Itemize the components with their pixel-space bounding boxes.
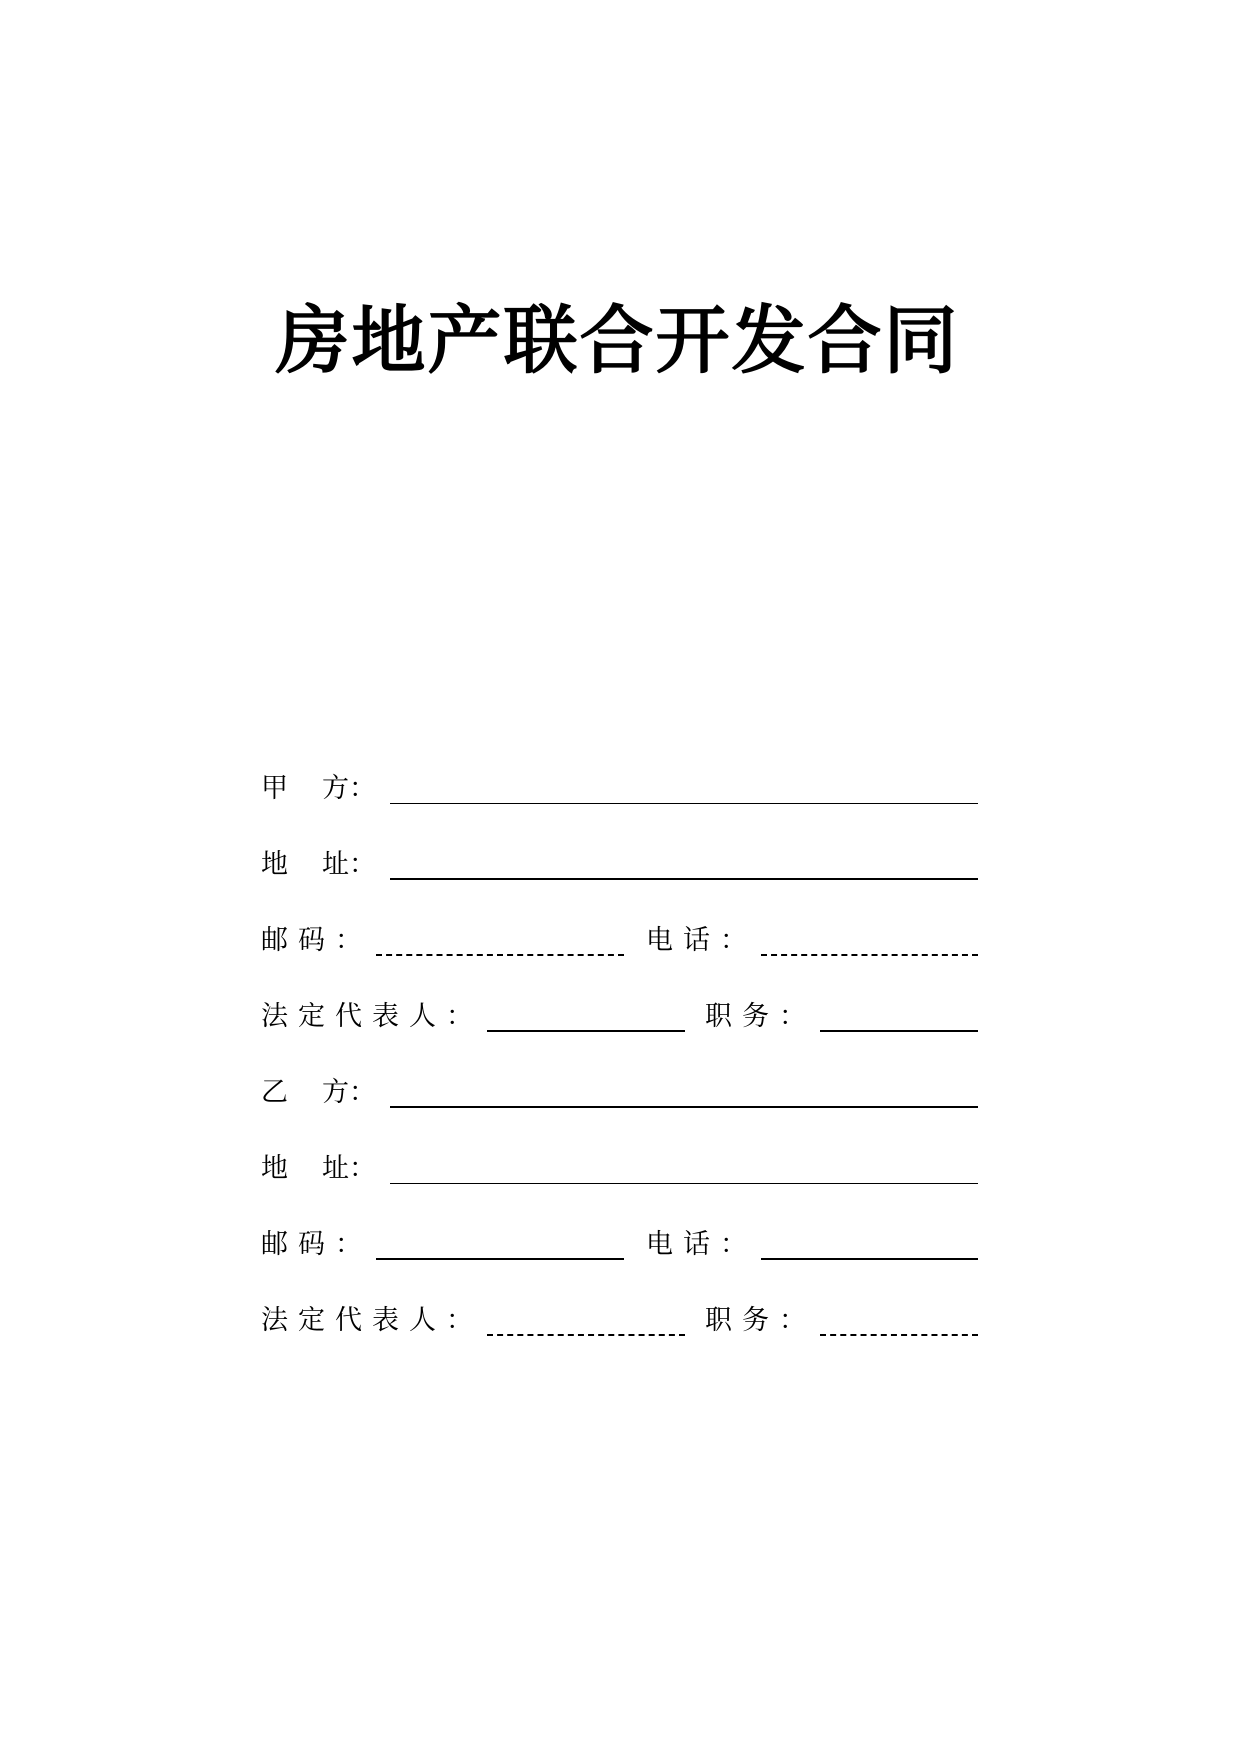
party-info-form — [261, 730, 978, 1338]
party-b-position-label: 职务 — [705, 1305, 779, 1336]
party-a-legal-rep-label: 法定代表人 — [261, 1001, 446, 1032]
party-a-name-field[interactable] — [390, 769, 978, 804]
address-label-char-2: 址 — [322, 1153, 349, 1184]
party-b-legal-rep-field[interactable] — [487, 1300, 685, 1336]
party-a-position-label: 职务 — [705, 1001, 779, 1032]
party-b-phone-label: 电话 — [646, 1229, 720, 1260]
address-label-char-2: 址 — [322, 849, 349, 880]
party-b-postal-phone-row — [261, 1186, 978, 1262]
party-a-postal-label: 邮码 — [261, 925, 335, 956]
party-a-legal-rep-field[interactable] — [487, 996, 685, 1032]
colon: ： — [349, 773, 376, 804]
colon: ： — [335, 925, 362, 956]
party-a-postal-field[interactable] — [376, 920, 624, 956]
party-a-postal-phone-row — [261, 882, 978, 958]
party-b-position-field[interactable] — [820, 1300, 978, 1336]
party-a-phone-field[interactable] — [761, 920, 978, 956]
party-a-position-field[interactable] — [820, 996, 978, 1032]
document-title: 房地产联合开发合同 — [275, 298, 960, 384]
party-b-label-char-1: 乙 — [261, 1077, 288, 1108]
party-b-legal-rep-label: 法定代表人 — [261, 1305, 446, 1336]
party-b-phone-field[interactable] — [761, 1224, 978, 1260]
party-b-postal-label: 邮码 — [261, 1229, 335, 1260]
colon: ： — [349, 1153, 376, 1184]
party-b-address-field[interactable] — [390, 1149, 978, 1184]
party-b-name-field[interactable] — [390, 1072, 978, 1108]
colon: ： — [720, 1229, 747, 1260]
party-a-address-label — [261, 848, 349, 882]
colon: ： — [446, 1305, 473, 1336]
party-a-name-label — [261, 772, 349, 806]
party-b-name-label — [261, 1076, 349, 1110]
party-a-name-row — [261, 730, 978, 806]
party-b-postal-field[interactable] — [376, 1224, 624, 1260]
party-a-phone-label: 电话 — [646, 925, 720, 956]
colon: ： — [446, 1001, 473, 1032]
colon: ： — [779, 1305, 806, 1336]
colon: ： — [720, 925, 747, 956]
party-b-legal-rep-row — [261, 1262, 978, 1338]
party-a-address-field[interactable] — [390, 844, 978, 880]
colon: ： — [349, 1077, 376, 1108]
address-label-char-1: 地 — [261, 849, 288, 880]
party-a-address-row — [261, 806, 978, 882]
party-b-label-char-2: 方 — [322, 1077, 349, 1108]
party-a-label-char-2: 方 — [322, 773, 349, 804]
party-a-label-char-1: 甲 — [261, 773, 288, 804]
party-b-name-row — [261, 1034, 978, 1110]
party-a-legal-rep-row — [261, 958, 978, 1034]
party-b-address-label — [261, 1152, 349, 1186]
colon: ： — [335, 1229, 362, 1260]
colon: ： — [349, 849, 376, 880]
party-b-address-row — [261, 1110, 978, 1186]
address-label-char-1: 地 — [261, 1153, 288, 1184]
colon: ： — [779, 1001, 806, 1032]
